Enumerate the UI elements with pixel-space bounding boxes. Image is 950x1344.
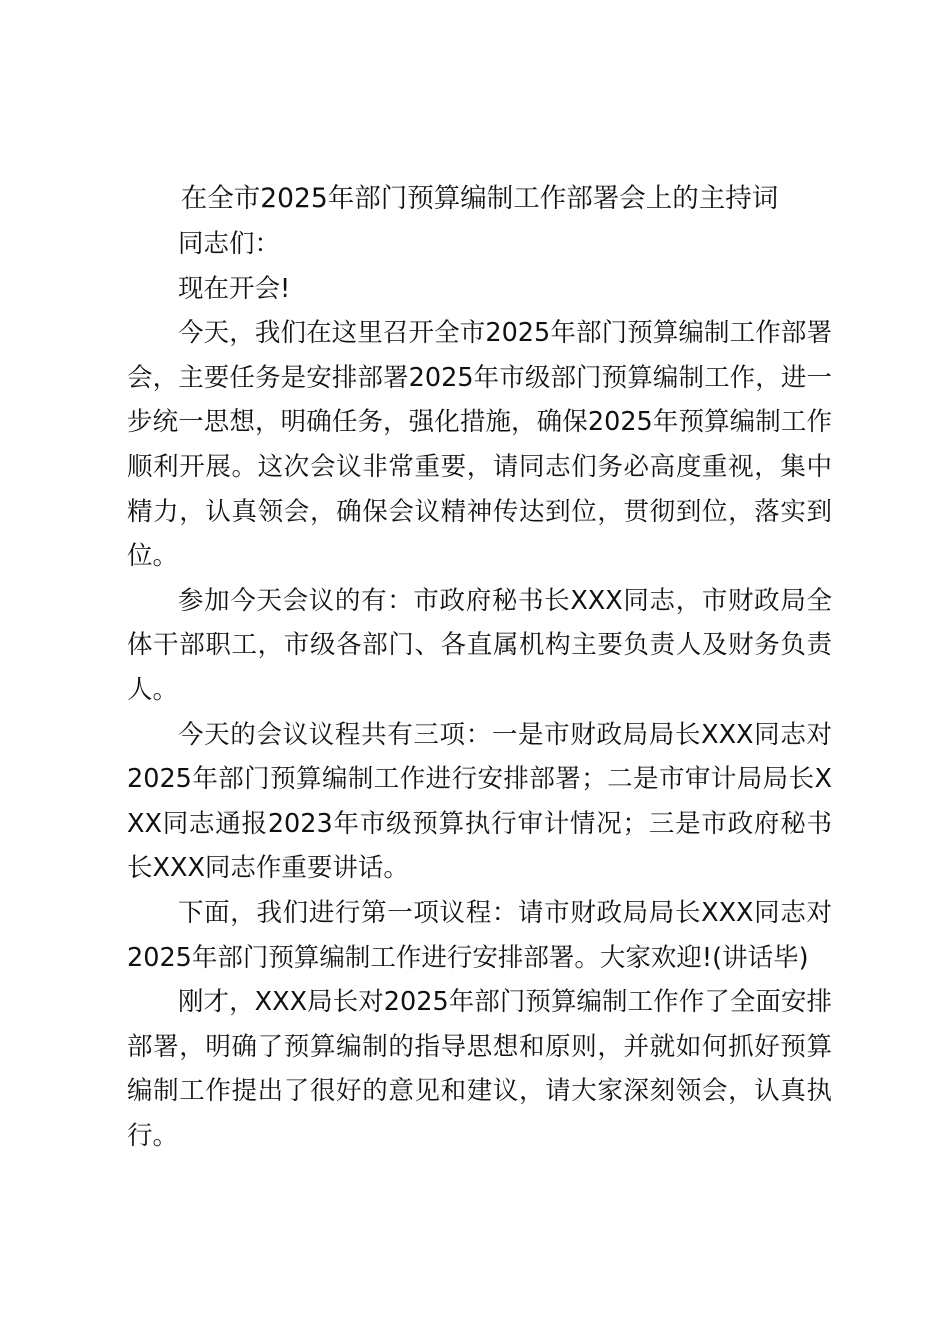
document-title: 在全市2025年部门预算编制工作部署会上的主持词 xyxy=(180,183,779,214)
opening-statement: 现在开会! xyxy=(178,273,291,304)
salutation: 同志们： xyxy=(178,229,281,259)
agenda-paragraph: 今天的会议议程共有三项：一是市财政局局长XXX同志对2025年部门预算编制工作进行安排部署；二是市审计局局长XXX同志通报2023年市级预算执行审计情况；三是市政府秘书长XXX同志作重要讲话。 xyxy=(127,719,832,884)
first-agenda-item-paragraph: 下面，我们进行第一项议程：请市财政局局长XXX同志对2025年部门预算编制工作进行安排部署。大家欢迎!(讲话毕) xyxy=(127,897,832,973)
summary-paragraph: 刚才，XXX局长对2025年部门预算编制工作作了全面安排部署，明确了预算编制的指导思想和原则，并就如何抓好预算编制工作提出了很好的意见和建议，请大家深刻领会，认真执行。 xyxy=(127,987,832,1151)
document-body xyxy=(127,176,832,1158)
meeting-purpose-paragraph: 今天，我们在这里召开全市2025年部门预算编制工作部署会，主要任务是安排部署2025年市级部门预算编制工作，进一步统一思想，明确任务，强化措施，确保2025年预算编制工作顺利开展。这次会议非常重要，请同志们务必高度重视，集中精力，认真领会，确保会议精神传达到位，贯彻到位，落实到位。 xyxy=(127,318,832,572)
attendees-paragraph: 参加今天会议的有：市政府秘书长XXX同志，市财政局全体干部职工，市级各部门、各直属机构主要负责人及财务负责人。 xyxy=(127,585,832,705)
